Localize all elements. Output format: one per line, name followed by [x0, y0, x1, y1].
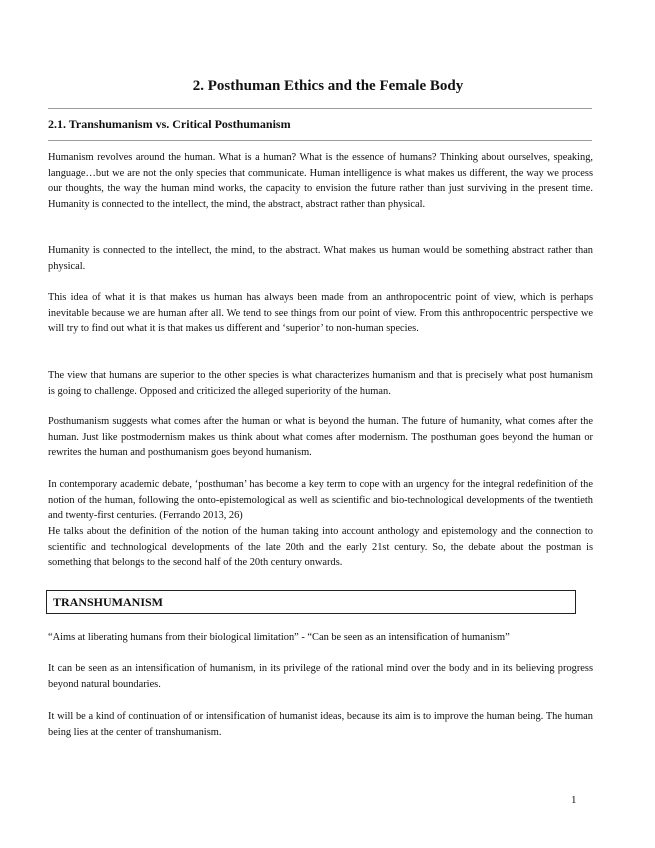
paragraph: The view that humans are superior to the other species is what characterizes humanism and that is precisely what post humanism is going to challenge. Opposed and criticized the alleged superiority of the human.: [48, 370, 593, 397]
paragraph: This idea of what it is that makes us human has always been made from an anthropocentric point of view, which is perhaps inevitable because we are human after all. We tend to see things from our point of view. From this anthropocentric perspective we will try to find out what it is that makes us different and ‘superior’ to non-human species.: [48, 292, 593, 335]
transhumanism-heading-box: TRANSHUMANISM: [46, 590, 576, 614]
section-rule: [48, 140, 592, 141]
paragraph: Humanism revolves around the human. What is a human? What is the essence of humans? Thinking about ourselves, speaking, language…but we are not the only species that communicate. Human intelligence is what makes us different, the way we process our thoughts, the way the human mind works, the capacity to envision the future rather than just surviving in the present time. Humanity is connected to the intellect, the mind, the abstract, abstract rather than physical.: [48, 152, 593, 210]
paragraph: In contemporary academic debate, ‘posthuman’ has become a key term to cope with an urgency for the integral redefinition of the notion of the human, following the onto-epistemological as well as scientific and bio-technological developments of the twentieth and twenty-first centuries. (Ferrando 2013, 26): [48, 479, 593, 522]
page-title: 2. Posthuman Ethics and the Female Body: [192, 78, 464, 94]
page-number: 1: [571, 794, 577, 806]
paragraph: It can be seen as an intensification of humanism, in its privilege of the rational mind over the body and in its believing progress beyond natural boundaries.: [48, 663, 593, 690]
paragraph: It will be a kind of continuation of or intensification of humanist ideas, because its aim is to improve the human being. The human being lies at the center of transhumanism.: [48, 711, 593, 738]
paragraph: He talks about the definition of the notion of the human taking into account anthology and epistemology and the connection to scientific and technological developments of the late 20th and the early 21st century. So, the debate about the postman is something that belongs to the second half of the 20th century onwards.: [48, 526, 593, 569]
title-rule: [48, 108, 592, 109]
paragraph: Posthumanism suggests what comes after the human or what is beyond the human. The future of humanity, what comes after the human. Just like postmodernism makes us think about what comes after modernism. The posthuman goes beyond the human or rewrites the human and posthumanism goes beyond humanism.: [48, 416, 593, 459]
section-heading: 2.1. Transhumanism vs. Critical Posthumanism: [48, 117, 291, 131]
paragraph: Humanity is connected to the intellect, the mind, to the abstract. What makes us human would be something abstract rather than physical.: [48, 245, 593, 272]
quote-paragraph: “Aims at liberating humans from their biological limitation” - “Can be seen as an intensification of humanism”: [48, 632, 510, 643]
